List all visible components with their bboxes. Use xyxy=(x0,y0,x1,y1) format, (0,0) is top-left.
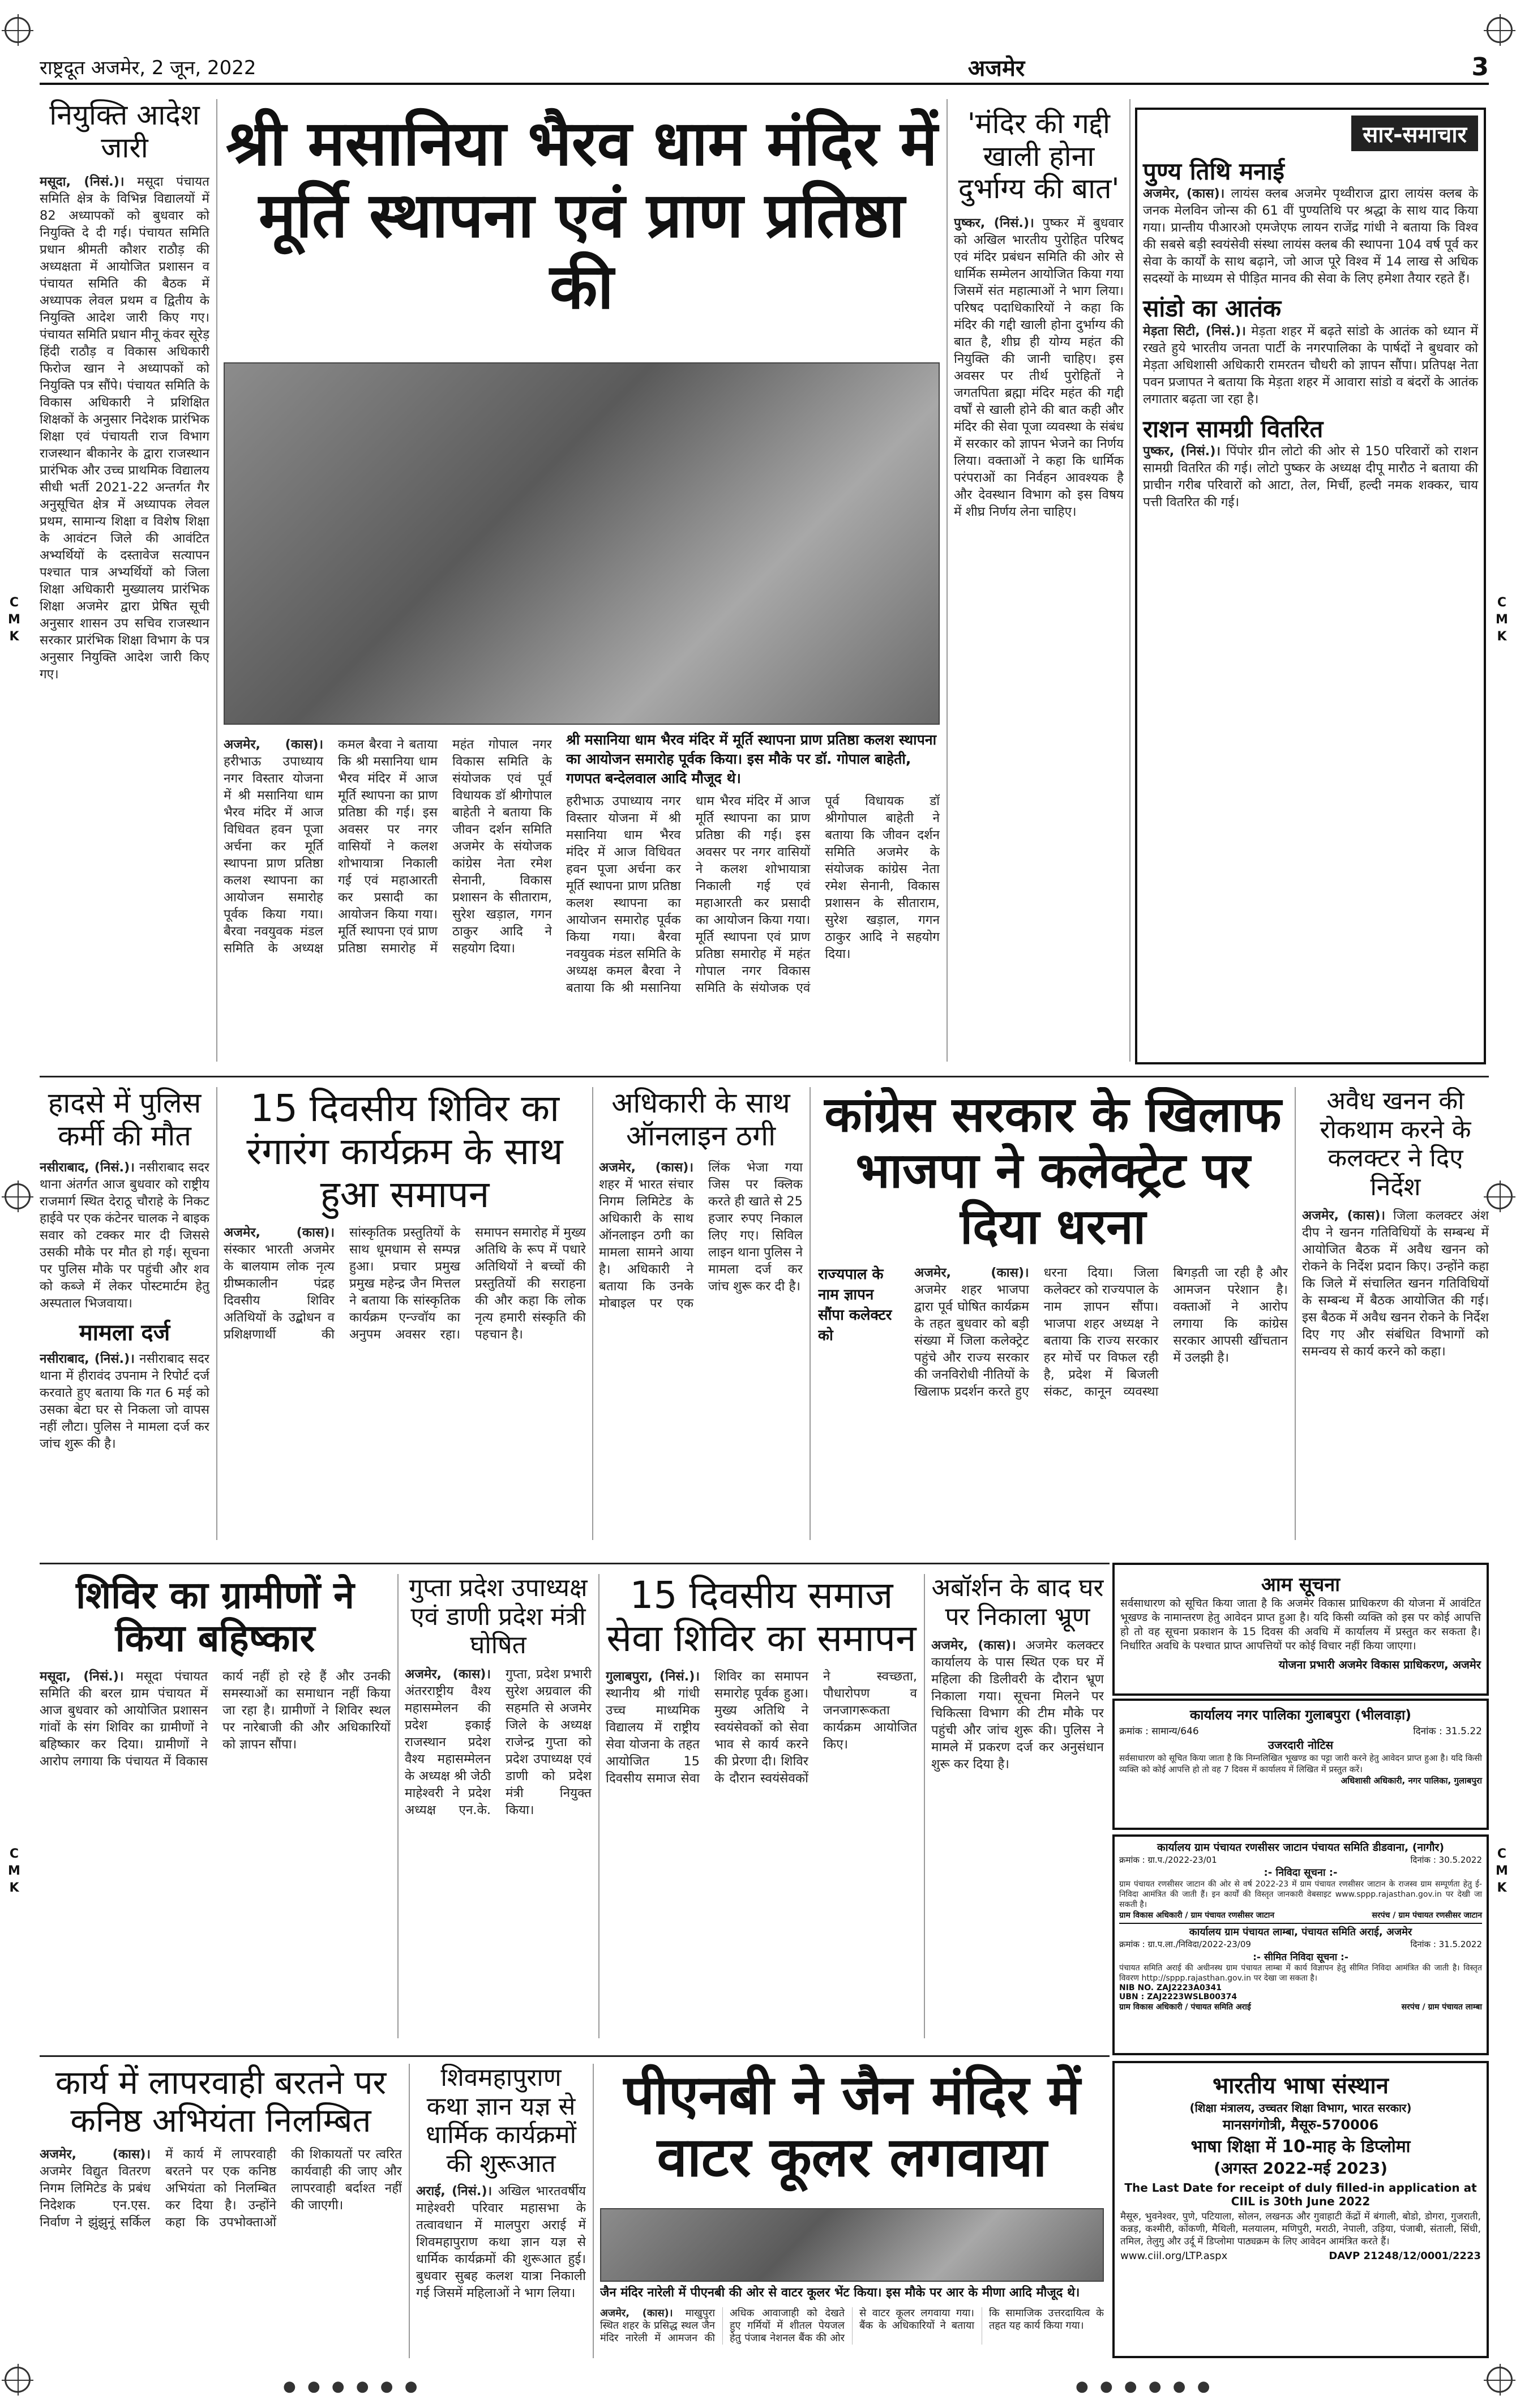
story-body xyxy=(40,173,209,683)
dateline: अजमेर, (कास)। xyxy=(931,1638,1016,1653)
story-body xyxy=(224,1224,586,1343)
notice-title: भारतीय भाषा संस्थान xyxy=(1213,2073,1389,2099)
notice-ref: क्रमांक : सामान्य/646 xyxy=(1119,1726,1199,1737)
notice-address: मानसगंगोत्री, मैसूरु-570006 xyxy=(1222,2117,1379,2133)
story-body xyxy=(416,2183,586,2302)
lamba-sign-right: सरपंच xyxy=(1401,2003,1420,2012)
lamba-date: दिनांक : 31.5.2022 xyxy=(1410,1939,1482,1949)
notice-footer: अधिशासी अधिकारी, नगर पालिका, गुलाबपुरा xyxy=(1341,1776,1482,1786)
story-congress xyxy=(818,1087,1288,1557)
brief-headline: सांडो का आतंक xyxy=(1143,294,1282,323)
story-text: संस्कार भारती अजमेर के बालयाम लोक नृत्य ग्रीष्मकालीन पंद्रह दिवसीय शिविर अतिथियों के उद्बोधन व प्रशिक्षणार्थी की सांस्कृतिक प्रस्तुतियों के साथ धूमधाम से सम्पन्न हुआ। प्रचार प्रमुख प्रमुख महेन्द्र जैन मित्तल ने बताया कि सांस्कृतिक कार्यक्रम एन्ज्वॉय का अनुपम अवसर रहा। समापन समारोह में मुख्य अतिथि के रूप में पधारे अतिथियों ने बच्चों की प्रस्तुतियों की सराहना की और कहा कि लोक नृत्य हमारी संस्कृति की पहचान है। xyxy=(224,1225,586,1342)
section-divider xyxy=(40,1563,1110,1564)
headline: शिवमहापुराण कथा ज्ञान यज्ञ से धार्मिक कार्यक्रमों की शुरूआत xyxy=(425,2064,577,2178)
brief-text: मेड़ता शहर में बढ़ते सांडो के आतंक को ध्यान में रखते हुये भारतीय जनता पार्टी के नगरपालिका के पार्षदों ने बुधवार को मेड़ता अधिशासी अधिकारी रामरतन चौधरी को ज्ञापन सौंपा। प्रतिपक्ष नेता पवन प्रजापत ने बताया कि मेड़ता शहर में आवारा सांडो व बंदरों के आतंक लगातार बढ़ता जा रहा है। xyxy=(1143,323,1478,407)
dateline: नसीराबाद, (निसं.)। xyxy=(40,1351,135,1366)
registration-mark xyxy=(5,2367,31,2393)
column-rule xyxy=(1129,99,1130,1062)
lamba-title: कार्यालय ग्राम पंचायत लाम्बा, पंचायत समिति अराई, अजमेर xyxy=(1189,1926,1412,1938)
website-link[interactable]: www.ciil.org/LTP.aspx xyxy=(1120,2250,1228,2262)
column-rule xyxy=(593,2064,594,2358)
story-body xyxy=(600,2307,1104,2345)
dateline: अजमेर, (कास)। xyxy=(224,737,323,752)
page-number: 3 xyxy=(1471,52,1489,82)
story-body xyxy=(1302,1207,1489,1360)
story-body xyxy=(224,736,552,957)
ransisar-sign-left2: ग्राम पंचायत रणसीसर जाटान xyxy=(1190,1911,1275,1920)
dateline: गुलाबपुरा, (निसं.)। xyxy=(606,1669,700,1684)
cmk-k: K xyxy=(1497,1881,1507,1895)
story-text: अजमेर कलक्टर कार्यालय के पास स्थित एक घर में महिला की डिलीवरी के दौरान भ्रूण निकाला गया। सूचना मिलने पर चिकित्सा विभाग की टीम मौके पर पहुंची और जांच शुरू की। पुलिस ने मामले में प्रकरण दर्ज कर अनुसंधान शुरू कर दिया है। xyxy=(931,1638,1104,1772)
story-masaniya-headline xyxy=(224,108,940,357)
ransisar-body: ग्राम पंचायत रणसीसर जाटान की ओर से वर्ष 2022-23 में ग्राम पंचायत रणसीसर जाटान के राजस्व ग्राम सम्पूर्णता हेतु ई-निविदा आमंत्रित की जाती हैं। इन कार्यों की विस्तृत जानकारी वेबसाइट www.sppp.rajasthan.gov.in पर देखी जा सकती है। xyxy=(1119,1880,1482,1909)
lamba-ubn: UBN : ZAJ2223WSLB00374 xyxy=(1119,1992,1237,2001)
color-marks-left-lower xyxy=(6,1846,23,1897)
cmk-c: C xyxy=(9,1847,19,1861)
story-body xyxy=(599,1159,803,1312)
cmk-m: M xyxy=(8,1864,20,1878)
story-text: पुष्कर में बुधवार को अखिल भारतीय पुरोहित परिषद एवं मंदिर प्रबंधन समिति की ओर से धार्मिक सम्मेलन आयोजित किया गया जिसमें संत महात्माओं ने भाग लिया। परिषद पदाधिकारियों ने कहा कि मंदिर की गद्दी खाली होना दुर्भाग्य की बात है, शीघ्र ही योग्य महंत की नियुक्ति की जानी चाहिए। इस अवसर पर तीर्थ पुरोहितों ने जगतपिता ब्रह्मा मंदिर महंत की गद्दी वर्षों से खाली होने की बात कही और मंदिर की सेवा पूजा व्यवस्था के संबंध में सरकार को ज्ञापन भेजने का निर्णय लिया। वक्ताओं ने कहा कि धार्मिक परंपराओं का निर्वहन आवश्यक है और देवस्थान विभाग को इस विषय में शीघ्र निर्णय लेना चाहिए। xyxy=(954,215,1124,519)
story-shivir15 xyxy=(224,1087,586,1557)
dateline: अजमेर, (कास)। xyxy=(1143,186,1225,202)
story-text: अखिल भारतवर्षीय माहेश्वरी परिवार महासभा के तत्वावधान में मालपुरा अराई में शिवमहापुराण कथा ज्ञान यज्ञ से धार्मिक कार्यक्रमों की शुरूआत हुई। बुधवार सुबह कलश यात्रा निकाली गई जिसमें महिलाओं ने भाग लिया। xyxy=(416,2184,586,2301)
cmk-k: K xyxy=(9,1881,19,1895)
ransisar-ref: क्रमांक : ग्रा.प./2022-23/01 xyxy=(1119,1855,1217,1865)
column-rule xyxy=(947,99,948,1062)
lamba-nib: NIB NO. ZAJ2223A0341 xyxy=(1119,1983,1222,1992)
lamba-ref: क्रमांक : ग्रा.प.ला./निविदा/2022-23/09 xyxy=(1119,1939,1251,1949)
story-avaidh xyxy=(1302,1087,1489,1557)
story-gupta xyxy=(405,1574,592,2050)
notice-body: मैसूरु, भुवनेश्वर, पुणे, पटियाला, सोलन, लखनऊ और गुवाहाटी केंद्रों में बंगाली, बोडो, डोगरा, गुजराती, कन्नड़, कश्मीरी, कोंकणी, मैथिली, मलयालम, मणिपुरी, मराठी, नेपाली, उड़िया, पंजाबी, संताली, सिंधी, तमिल, तेलुगु और उर्दू में डिप्लोमा पाठ्यक्रम के लिए आवेदन आमंत्रित करते हैं। xyxy=(1120,2211,1481,2247)
story-karya xyxy=(40,2064,402,2358)
column-rule xyxy=(409,2064,410,2358)
cmk-k: K xyxy=(9,630,19,644)
course-session: (अगस्त 2022-मई 2023) xyxy=(1213,2159,1388,2178)
story-abortion xyxy=(931,1574,1104,2050)
notice-ransisar-lamba: कार्यालय ग्राम पंचायत रणसीसर जाटान पंचायत समिति डीडवाना, (नागौर) क्रमांक : ग्रा.प./2022-23/01 दिनांक : 30.5.2022 :- निविदा सूचना :- ग्राम पंचायत रणसीसर जाटान की ओर से वर्ष 2022-23 में ग्राम पंचायत रणसीसर जाटान के राजस्व ग्राम सम्पूर्णता हेतु ई-निविदा आमंत्रित की जाती हैं। इन कार्यों की विस्तृत जानकारी वेबसाइट www.sppp.rajasthan.gov.in पर देखी जा सकती है। ग्राम विकास अधिकारी / ग्राम पंचायत रणसीसर जाटान सरपंच / ग्राम पंचायत रणसीसर जाटान कार्यालय ग्राम पंचायत लाम्बा, पंचायत समिति अराई, अजमेर क्रमांक : ग्रा.प.ला./निविदा/2022-23/09 दिनांक : 31.5.2022 :- सीमित निविदा सूचना :- पंचायत समिति अराई की अधीनस्थ ग्राम पंचायत लाम्बा में कार्य विज्ञापन हेतु सीमित निविदा आमंत्रित की जाती है। विस्तृत विवरण http://sppp.rajasthan.gov.in पर देखा जा सकता है। NIB NO. ZAJ2223A0341 UBN : ZAJ2223WSLB00374 ग्राम विकास अधिकारी / पंचायत समिति अराई सरपंच / ग्राम पंचायत लाम्बा xyxy=(1112,1834,1489,2055)
dateline: अजमेर, (कास)। xyxy=(600,2307,673,2319)
ransisar-subtitle: :- निविदा सूचना :- xyxy=(1264,1867,1338,1879)
headline: शिविर का ग्रामीणों ने किया बहिष्कार xyxy=(76,1574,354,1660)
masthead xyxy=(40,51,1489,85)
story-masaniya-cont xyxy=(566,793,940,1064)
notice-subtitle: (शिक्षा मंत्रालय, उच्चतर शिक्षा विभाग, भारत सरकार) xyxy=(1189,2101,1412,2115)
color-marks-right xyxy=(1493,594,1510,645)
story-body xyxy=(914,1264,1288,1400)
course-title: भाषा शिक्षा में 10-माह के डिप्लोमा xyxy=(1190,2137,1411,2157)
ransisar-sign-left: ग्राम विकास अधिकारी xyxy=(1119,1911,1183,1920)
ransisar-sign-right2: ग्राम पंचायत रणसीसर जाटान xyxy=(1398,1911,1482,1920)
notice-date: दिनांक : 31.5.22 xyxy=(1413,1726,1482,1737)
registration-mark xyxy=(5,1183,31,1209)
lamba-subtitle: :- सीमित निविदा सूचना :- xyxy=(1253,1952,1348,1963)
column-rule xyxy=(216,99,217,1062)
dateline: अजमेर, (कास)। xyxy=(599,1160,693,1175)
section-divider xyxy=(40,1076,1489,1077)
cmk-c: C xyxy=(1497,1847,1507,1861)
headline: 15 दिवसीय शिविर का रंगारंग कार्यक्रम के साथ हुआ समापन xyxy=(246,1087,563,1216)
story-online xyxy=(599,1087,803,1557)
notice-gulabpura-visible xyxy=(1112,1699,1489,1830)
story-seva xyxy=(606,1574,917,2050)
story-body xyxy=(40,2146,402,2231)
brief-headline: पुण्य तिथि मनाई xyxy=(1143,157,1284,185)
notice-footer: योजना प्रभारी अजमेर विकास प्राधिकरण, अजमेर xyxy=(1278,1658,1481,1671)
story-pnb xyxy=(600,2307,1104,2358)
sub-headline: मामला दर्ज xyxy=(79,1320,170,1346)
headline: हादसे में पुलिस कर्मी की मौत xyxy=(48,1087,202,1152)
headline: गुप्ता प्रदेश उपाध्यक्ष एवं डाणी प्रदेश मंत्री घोषित xyxy=(409,1574,588,1660)
headline: नियुक्ति आदेश जारी xyxy=(49,99,200,164)
ransisar-date: दिनांक : 30.5.2022 xyxy=(1410,1855,1482,1865)
dateline: पुष्कर, (निसं.)। xyxy=(1143,443,1221,459)
last-date: The Last Date for receipt of duly filled-in application at CIIL is 30th June 2022 xyxy=(1124,2181,1477,2208)
story-sidebar: राज्यपाल के नाम ज्ञापन सौंपा कलेक्टर को xyxy=(818,1265,892,1344)
story-text: जिला कलक्टर अंश दीप ने खनन गतिविधियों के सम्बन्ध में आयोजित बैठक में अवैध खनन को रोकने के निर्देश प्रदान किए। उन्होंने कहा कि जिले में संचालित खनन गतिविधियों के सम्बन्ध में बैठक आयोजित की गई। इस बैठक में अवैध खनन रोकने के निर्देश दिए गए और संबंधित विभागों को समन्वय से कार्य करने को कहा। xyxy=(1302,1208,1489,1359)
headline: पीएनबी ने जैन मंदिर में वाटर कूलर लगवाया xyxy=(623,2064,1081,2189)
story-bahishkar xyxy=(40,1574,391,2050)
davp-code: DAVP 21248/12/0001/2223 xyxy=(1329,2250,1481,2262)
column-rule xyxy=(598,1574,599,2038)
dateline: मेड़ता सिटी, (निसं.)। xyxy=(1143,323,1246,339)
registration-mark xyxy=(5,17,31,43)
headline: 'मंदिर की गद्दी खाली होना दुर्भाग्य की बात' xyxy=(958,108,1120,205)
cmk-m: M xyxy=(8,613,20,627)
saar-samachar-box xyxy=(1135,108,1486,1064)
brief-item xyxy=(1143,295,1478,407)
story-text: माखुपुरा स्थित शहर के प्रसिद्ध स्थल जैन मंदिर नारेली में आमजन की अधिक आवाजाही को देखते हुए गर्मियों में शीतल पेयजल हेतु पंजाब नेशनल बैंक की ओर से वाटर कूलर लगवाया गया। बैंक के अधिकारियों ने बताया कि सामाजिक उत्तरदायित्व के तहत यह कार्य किया गया। xyxy=(600,2307,1104,2344)
headline: 15 दिवसीय समाज सेवा शिविर का समापन xyxy=(606,1574,917,1660)
page-footer-dots: ● ● ● ● ● ● xyxy=(1076,2378,1214,2395)
cmk-k: K xyxy=(1497,630,1507,644)
dateline: अजमेर, (कास)। xyxy=(40,2147,151,2162)
dateline: अजमेर, (कास)। xyxy=(914,1265,1029,1280)
headline: कार्य में लापरवाही बरतने पर कनिष्ठ अभियंता निलम्बित xyxy=(55,2064,387,2140)
story-text: स्थानीय श्री गांधी उच्च माध्यमिक विद्यालय में राष्ट्रीय सेवा योजना के तहत आयोजित 15 दिवसीय समाज सेवा शिविर का समापन समारोह पूर्वक हुआ। मुख्य अतिथि ने स्वयंसेवकों को सेवा भाव से कार्य करने की प्रेरणा दी। शिविर के दौरान स्वयंसेवकों ने स्वच्छता, पौधारोपण व जनजागरूकता कार्यक्रम आयोजित किए। xyxy=(606,1669,917,1786)
headline: अबॉर्शन के बाद घर पर निकाला भ्रूण xyxy=(931,1574,1104,1631)
dateline: अजमेर, (कास)। xyxy=(224,1225,335,1240)
column-rule xyxy=(216,1087,217,1540)
dateline: अजमेर, (कास)। xyxy=(405,1666,491,1682)
story-shivmaha xyxy=(416,2064,586,2358)
lamba-body: पंचायत समिति अराई की अधीनस्थ ग्राम पंचायत लाम्बा में कार्य विज्ञापन हेतु सीमित निविदा आमंत्रित की जाती है। विस्तृत विवरण http://sppp.rajasthan.gov.in पर देखा जा सकता है। xyxy=(1119,1964,1482,1983)
story-body xyxy=(931,1637,1104,1773)
notice-body: सर्वसाधारण को सूचित किया जाता है कि अजमेर विकास प्राधिकरण की योजना में आवंटित भूखण्ड के नामान्तरण हेतु आवेदन प्राप्त हुआ है। यदि किसी व्यक्ति को इस पर कोई आपत्ति हो तो वह सूचना प्रकाशन के 15 दिवस की अवधि में कार्यालय में प्रस्तुत कर सकता है। निर्धारित अवधि के पश्चात प्राप्त आपत्तियों पर कोई विचार नहीं किया जाएगा। xyxy=(1120,1597,1481,1652)
story-hadse xyxy=(40,1087,209,1557)
registration-mark xyxy=(1487,1183,1513,1209)
dateline: नसीराबाद, (निसं.)। xyxy=(40,1160,135,1175)
headline: अधिकारी के साथ ऑनलाइन ठगी xyxy=(611,1087,790,1152)
dateline: पुष्कर, (निसं.)। xyxy=(954,215,1034,230)
column-rule xyxy=(924,1574,925,2038)
dateline: अराई, (निसं.)। xyxy=(416,2184,493,2199)
headline: अवैध खनन की रोकथाम करने के कलक्टर ने दिए निर्देश xyxy=(1320,1087,1471,1201)
notice-aam-soochna xyxy=(1112,1563,1489,1696)
ransisar-title: कार्यालय ग्राम पंचायत रणसीसर जाटान पंचायत समिति डीडवाना, (नागौर) xyxy=(1157,1841,1444,1854)
photo-caption: श्री मसानिया धाम भैरव मंदिर में मूर्ति स्थापना प्राण प्रतिष्ठा कलश स्थापना का आयोजन समारोह पूर्वक किया। इस मौके पर डॉ. गोपाल बाहेती, गणपत बन्देलवाल आदि मौजूद थे। xyxy=(566,732,937,786)
notice-title: आम सूचना xyxy=(1261,1573,1341,1596)
story-body xyxy=(954,215,1124,520)
dateline: मसूदा, (निसं.)। xyxy=(40,174,125,189)
ransisar-sign-right: सरपंच xyxy=(1372,1911,1390,1920)
event-photo xyxy=(600,2208,1104,2282)
cmk-m: M xyxy=(1496,1864,1508,1878)
notice-subtitle: उजरदारी नोटिस xyxy=(1267,1738,1334,1752)
brief-headline: राशन सामग्री वितरित xyxy=(1143,414,1324,443)
story-text: शहर में भारत संचार निगम लिमिटेड के अधिकारी के साथ ऑनलाइन ठगी का मामला सामने आया है। अधिकारी ने बताया कि उनके मोबाइल पर एक लिंक भेजा गया जिस पर क्लिक करते ही खाते से 25 हजार रुपए निकाल लिए गए। सिविल लाइन थाना पुलिस ने मामला दर्ज कर जांच शुरू कर दी है। xyxy=(599,1160,803,1311)
story-body-continued: हरीभाऊ उपाध्याय नगर विस्तार योजना में श्री मसानिया धाम भैरव मंदिर में आज विधिवत हवन पूजा अर्चना कर मूर्ति स्थापना प्राण प्रतिष्ठा कलश स्थापना का आयोजन समारोह पूर्वक किया गया। बैरवा नवयुवक मंडल समिति के अध्यक्ष कमल बैरवा ने बताया कि श्री मसानिया धाम भैरव मंदिर में आज मूर्ति स्थापना का प्राण प्रतिष्ठा की गई। इस अवसर पर नगर वासियों ने कलश शोभायात्रा निकाली गई एवं महाआरती कर प्रसादी का आयोजन किया गया। मूर्ति स्थापना एवं प्राण प्रतिष्ठा समारोह में महंत गोपाल नगर विकास समिति के संयोजक एवं पूर्व विधायक डॉ श्रीगोपाल बाहेती ने बताया कि जीवन दर्शन समिति अजमेर के संयोजक कांग्रेस नेता रमेश सेनानी, विकास प्रशासन के सीताराम, सुरेश खड़ाल, गगन ठाकुर आदि ने सहयोग दिया। xyxy=(566,794,940,995)
story-niyukti xyxy=(40,99,209,1079)
story-text: नसीराबाद सदर थाना में हीरावंद उपनाम ने रिपोर्ट दर्ज करवाते हुए बताया कि गत 6 मई को उसका बेटा घर से निकला जो वापस नहीं लौटा। पुलिस ने मामला दर्ज कर जांच शुरू की है। xyxy=(40,1351,209,1451)
story-text: अजमेर शहर भाजपा द्वारा पूर्व घोषित कार्यक्रम के तहत बुधवार को बड़ी संख्या में जिला कलेक्ट्रेट पहुंचे और राज्य सरकार की जनविरोधी नीतियों के खिलाफ प्रदर्शन करते हुए धरना दिया। जिला कलेक्टर को राज्यपाल के नाम ज्ञापन सौंपा। भाजपा शहर अध्यक्ष ने बताया कि राज्य सरकार हर मोर्चे पर विफल रही है, प्रदेश में बिजली संकट, कानून व्यवस्था बिगड़ती जा रही है और आमजन परेशान है। वक्ताओं ने आरोप लगाया कि कांग्रेस सरकार आपसी खींचतान में उलझी है। xyxy=(914,1265,1288,1399)
story-body xyxy=(40,1159,209,1312)
registration-mark xyxy=(1487,17,1513,43)
cmk-m: M xyxy=(1496,613,1508,627)
story-text: नसीराबाद सदर थाना अंतर्गत आज बुधवार को राष्ट्रीय राजमार्ग स्थित देराठू चौराहे के निकट हाईवे पर एक कंटेनर चालक ने बाइक सवार को टक्कर मार दी जिससे उसकी मौके पर मौत हो गई। सूचना पर पुलिस मौके पर पहुंची और शव को कब्जे में लेकर पोस्टमार्टम हेतु अस्पताल भिजवाया। xyxy=(40,1160,209,1311)
notice-bhasha-sansthan xyxy=(1112,2061,1489,2358)
page-footer-dots: ● ● ● ● ● ● xyxy=(283,2378,421,2395)
dateline: अजमेर, (कास)। xyxy=(1302,1208,1386,1224)
column-rule xyxy=(592,1087,593,1540)
section-title: अजमेर xyxy=(967,55,1025,82)
edition-date: राष्ट्रदूत अजमेर, 2 जून, 2022 xyxy=(40,57,256,79)
story-gaddi xyxy=(954,108,1124,1064)
brief-text: लायंस क्लब अजमेर पृथ्वीराज द्वारा लायंस क्लब के जनक मेलविन जोन्स की 61 वीं पुण्यतिथि पर श्रद्धा के साथ याद किया गया। प्रान्तीय पीआरओ एमजेएफ लायन राजेंद्र गांधी ने बताया कि विश्व की सबसे बड़ी स्वयंसेवी संस्था लायंस क्लब की स्थापना 104 वर्ष पूर्व कर सेवा के कार्यों के साथ बढ़ाने, जो आज पूरे विश्व में 14 लाख से अधिक सदस्यों के माध्यम से पीड़ित मानव की सेवा के लिए हमेशा तैयार रहते हैं। xyxy=(1143,186,1478,286)
story-body xyxy=(40,1668,391,1770)
story-body xyxy=(405,1666,592,1819)
brief-item xyxy=(1143,158,1478,287)
notice-body: सर्वसाधारण को सूचित किया जाता है कि निम्नलिखित भूखण्ड का पट्टा जारी करने हेतु आवेदन प्राप्त हुआ है। यदि किसी व्यक्ति को कोई आपत्ति हो तो वह 7 दिवस में कार्यालय में लिखित में प्रस्तुत करें। xyxy=(1119,1753,1482,1774)
headline: श्री मसानिया भैरव धाम मंदिर में मूर्ति स्थापना एवं प्राण प्रतिष्ठा की xyxy=(225,108,938,323)
dateline: मसूदा, (निसं.)। xyxy=(40,1669,124,1684)
brief-text: पिंपोर ग्रीन लोटो की ओर से 150 परिवारों को राशन सामग्री वितरित की गई। लोटो पुष्कर के अध्यक्ष दीपू मारौठ ने बताया की प्राचीन गरीब परिवारों को आटा, तेल, मिर्ची, हल्दी नमक शक्कर, चाय पत्ती वितरित की गई। xyxy=(1143,443,1478,510)
story-text: हरीभाऊ उपाध्याय नगर विस्तार योजना में श्री मसानिया धाम भैरव मंदिर में आज विधिवत हवन पूजा अर्चना कर मूर्ति स्थापना प्राण प्रतिष्ठा कलश स्थापना का आयोजन समारोह पूर्वक किया गया। बैरवा नवयुवक मंडल समिति के अध्यक्ष कमल बैरवा ने बताया कि श्री मसानिया धाम भैरव मंदिर में आज मूर्ति स्थापना का प्राण प्रतिष्ठा की गई। इस अवसर पर नगर वासियों ने कलश शोभायात्रा निकाली गई एवं महाआरती कर प्रसादी का आयोजन किया गया। मूर्ति स्थापना एवं प्राण प्रतिष्ठा समारोह में महंत गोपाल नगर विकास समिति के संयोजक एवं पूर्व विधायक डॉ श्रीगोपाल बाहेती ने बताया कि जीवन दर्शन समिति अजमेर के संयोजक कांग्रेस नेता रमेश सेनानी, विकास प्रशासन के सीताराम, सुरेश खड़ाल, गगन ठाकुर आदि ने सहयोग दिया। xyxy=(224,737,552,956)
lamba-sign-left: ग्राम विकास अधिकारी xyxy=(1119,2003,1183,2012)
story-text: अंतरराष्ट्रीय वैश्य महासम्मेलन की प्रदेश इकाई राजस्थान प्रदेश वैश्य महासम्मेलन के अध्यक्ष श्री जेठी माहेश्वरी ने प्रदेश अध्यक्ष एन.के. गुप्ता, प्रदेश प्रभारी सुरेश अग्रवाल की सहमति से अजमेर जिले के अध्यक्ष राजेन्द्र गुप्ता को प्रदेश उपाध्यक्ष एवं डाणी को प्रदेश मंत्री नियुक्त किया। xyxy=(405,1666,592,1817)
headline: कांग्रेस सरकार के खिलाफ भाजपा ने कलेक्ट्रेट पर दिया धरना xyxy=(824,1087,1282,1255)
lamba-sign-left2: पंचायत समिति अराई xyxy=(1190,2003,1251,2012)
story-text: मसूदा पंचायत समिति की बरल ग्राम पंचायत में आज बुधवार को आयोजित प्रशासन गांवों के संग शिविर का ग्रामीणों ने बहिष्कार कर दिया। ग्रामीणों ने आरोप लगाया कि पंचायत में विकास कार्य नहीं हो रहे हैं और उनकी समस्याओं का समाधान नहीं किया जा रहा है। ग्रामीणों ने शिविर स्थल पर नारेबाजी की और अधिकारियों को ज्ञापन सौंपा। xyxy=(40,1669,391,1769)
brief-item xyxy=(1143,416,1478,511)
column-rule xyxy=(397,1574,399,2038)
lamba-sign-right2: ग्राम पंचायत लाम्बा xyxy=(1428,2003,1482,2012)
section-divider xyxy=(40,2055,1110,2057)
story-body xyxy=(606,1668,917,1787)
section-tag: सार-समाचार xyxy=(1351,116,1478,151)
cmk-c: C xyxy=(9,596,19,610)
story-pnb-headline xyxy=(600,2064,1104,2205)
story-text: अजमेर विद्युत वितरण निगम लिमिटेड के प्रबंध निदेशक एन.एस. निर्वाण ने झुंझुनूं सर्किल में कार्य में लापरवाही बरतने पर एक कनिष्ठ अभियंता को निलम्बित कर दिया है। उन्होंने कहा कि उपभोक्ताओं की शिकायतों पर त्वरित कार्यवाही की जाए और लापरवाही बर्दाश्त नहीं की जाएगी। xyxy=(40,2147,402,2230)
color-marks-right-lower xyxy=(1493,1846,1510,1897)
color-marks-left xyxy=(6,594,23,645)
story-text: मसूदा पंचायत समिति क्षेत्र के विभिन्न विद्यालयों में 82 अध्यापकों को बुधवार को नियुक्ति दे दी गई। पंचायत समिति प्रधान श्रीमती कौशर राठौड़ की अध्यक्षता में आयोजित प्रशासन व पंचायत समिति की बैठक में अध्यापक लेवल प्रथम व द्वितीय के नियुक्ति आदेश जारी किए गए। पंचायत समिति प्रधान मीनू कंवर सूरेड़ हिंदी राठौड़ व विकास अधिकारी फिरोज खान ने अध्यापकों को नियुक्ति पत्र सौंपे। पंचायत समिति के विकास अधिकारी ने प्रशिक्षित शिक्षकों के अनुसार निदेशक प्रारंभिक शिक्षा एवं पंचायती राज विभाग राजस्थान बीकानेर के द्वारा राजस्थान प्रारंभिक और उच्च प्राथमिक विद्यालय सीधी भर्ती 2021-22 अन्तर्गत गैर अनुसूचित क्षेत्र में अध्यापक लेवल प्रथम, सामान्य शिक्षा व विशेष शिक्षा के आवंटन जिले की आवंटित अभ्यर्थियों के दस्तावेज सत्यापन पश्चात पात्र अभ्यर्थियों को जिला शिक्षा अधिकारी मुख्यालय प्रारंभिक शिक्षा अजमेर द्वारा प्रेषित सूची अनुसार शासन उप सचिव राजस्थान सरकार प्रारंभिक शिक्षा विभाग के पत्र अनुसार नियुक्ति आदेश जारी किए गए। xyxy=(40,174,209,682)
sub-story-body xyxy=(40,1350,209,1452)
story-masaniya xyxy=(224,362,552,1064)
registration-mark xyxy=(1487,2367,1513,2393)
column-rule xyxy=(810,1087,811,1540)
cmk-c: C xyxy=(1497,596,1507,610)
photo-caption: जैन मंदिर नारेली में पीएनबी की ओर से वाटर कूलर भेंट किया। इस मौके पर आर के मीणा आदि मौजूद थे। xyxy=(600,2286,1080,2300)
column-rule xyxy=(1295,1087,1296,1540)
notice-title: कार्यालय नगर पालिका गुलाबपुरा (भीलवाड़ा) xyxy=(1189,1707,1412,1723)
